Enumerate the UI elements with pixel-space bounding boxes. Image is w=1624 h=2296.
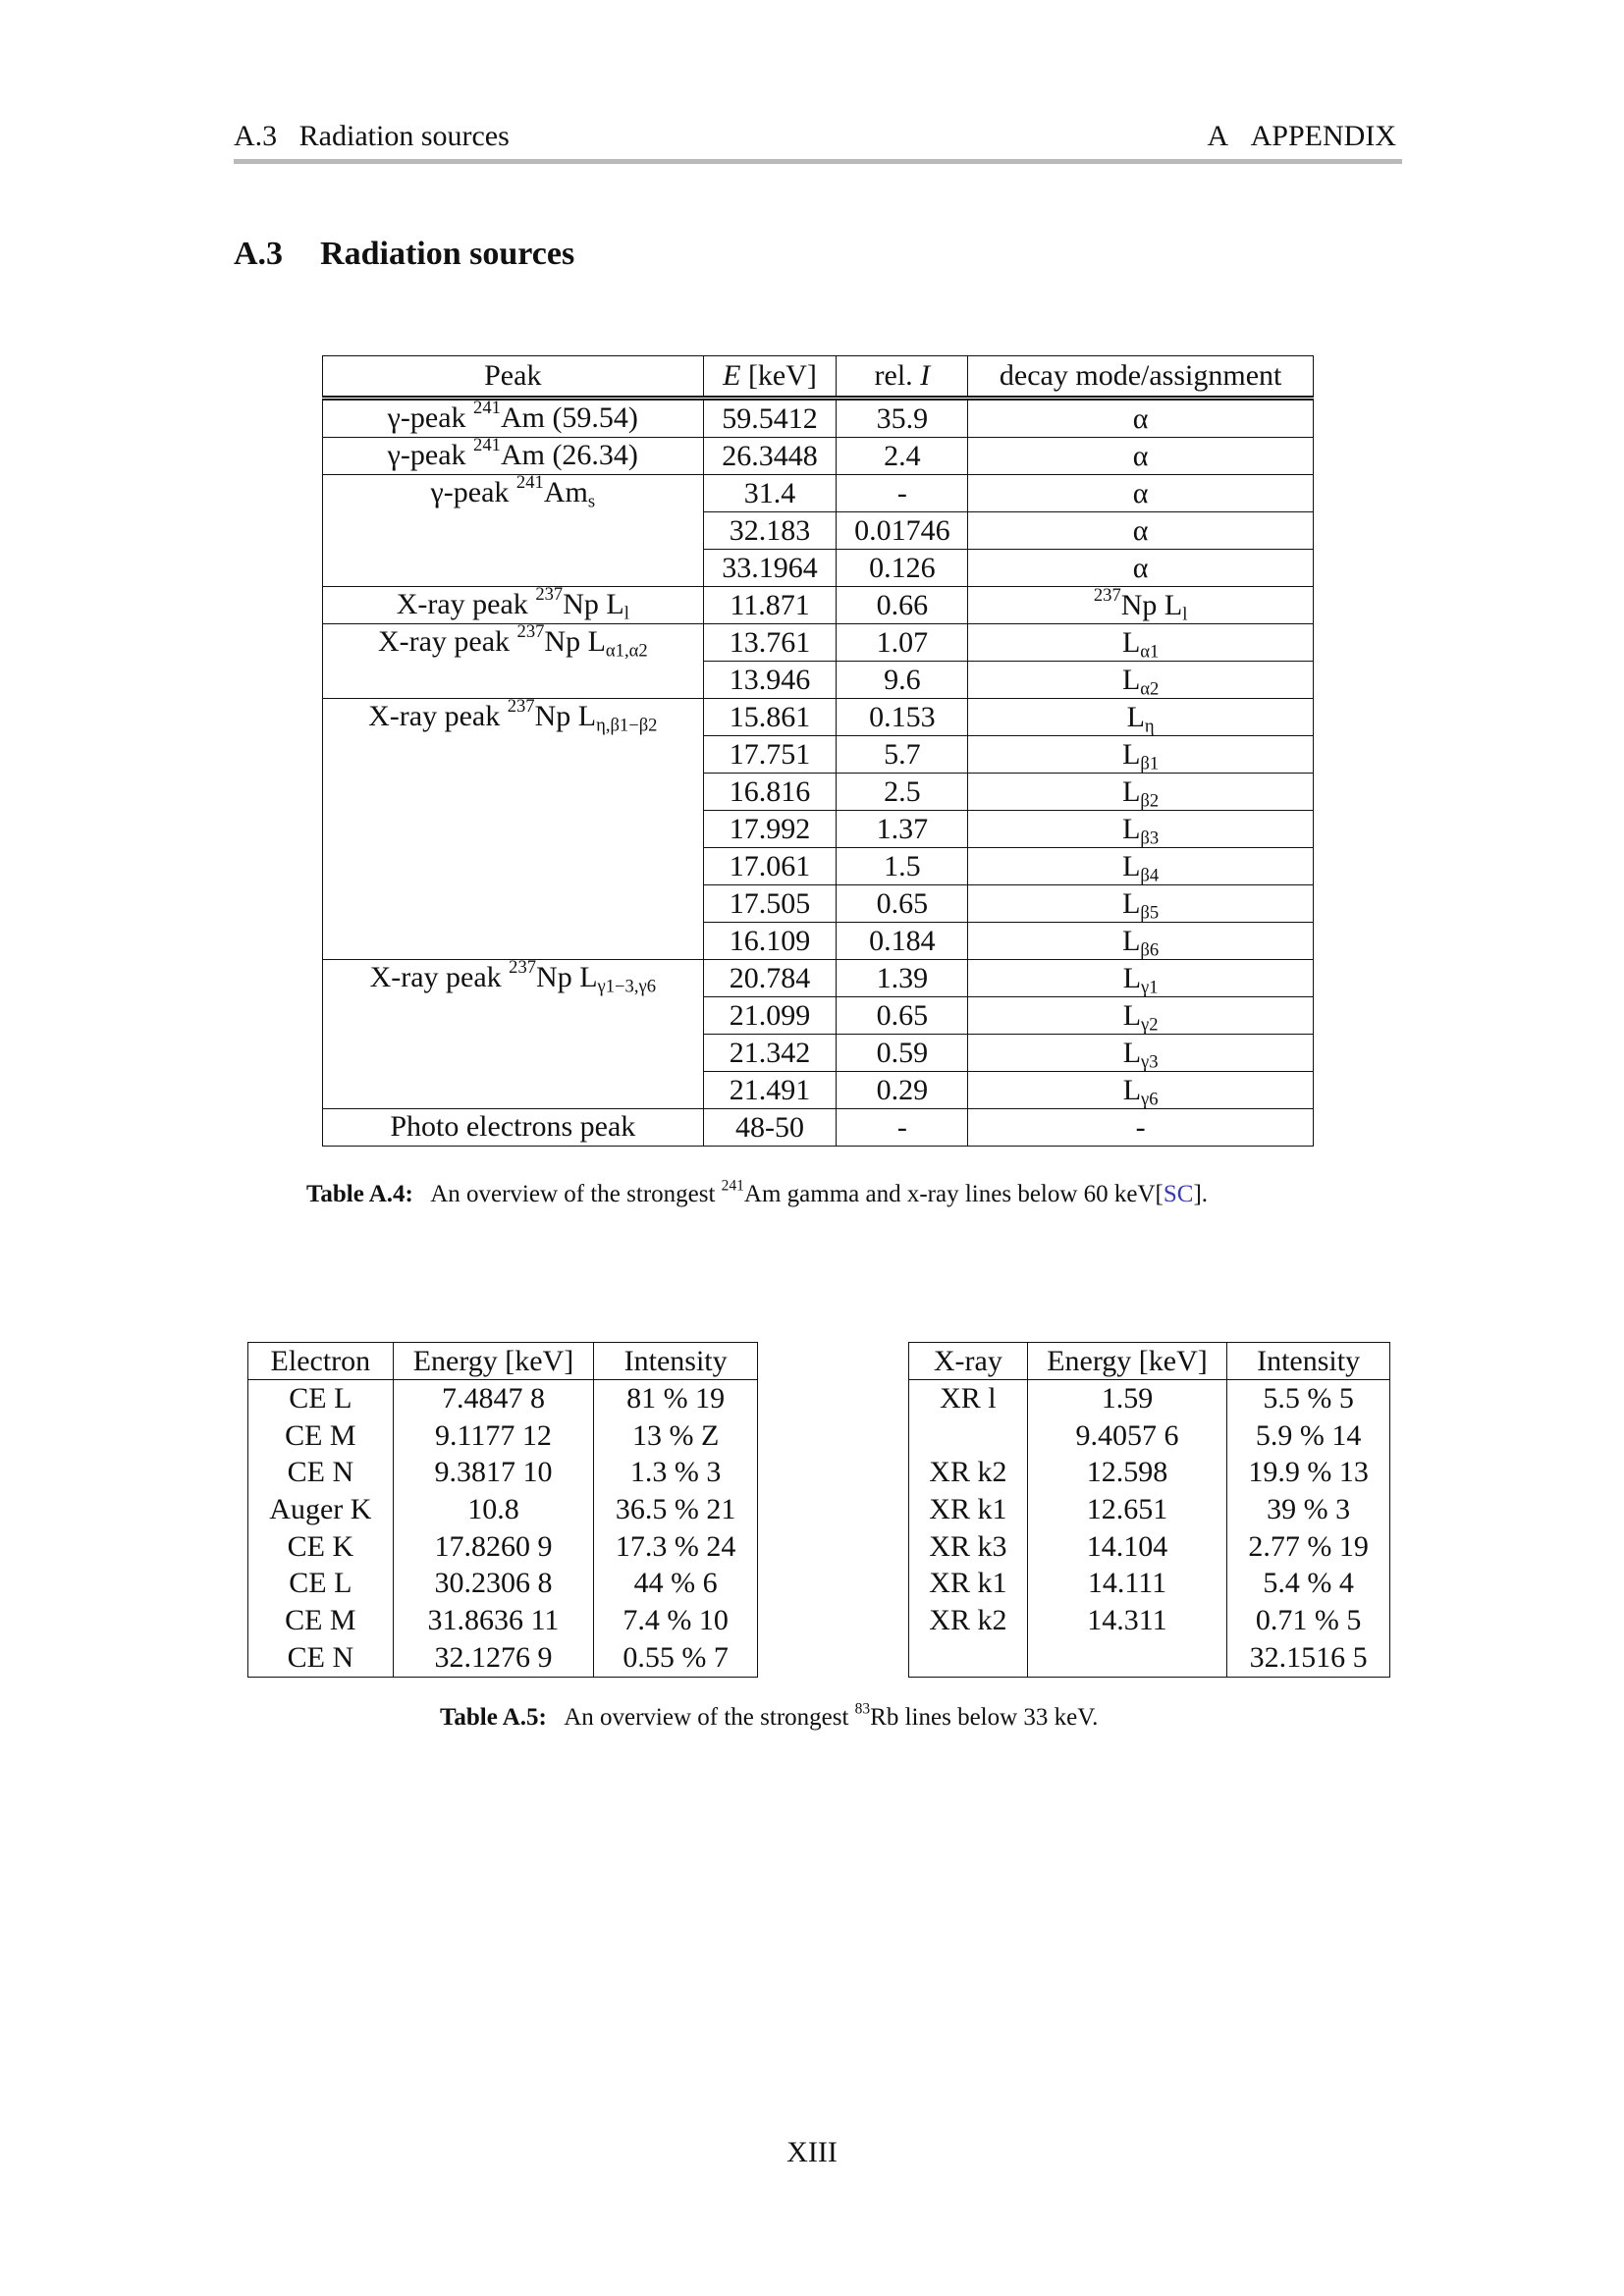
caption-a5-isotope-mass: 83 [854, 1700, 871, 1718]
intensity-cell: - [837, 1109, 968, 1147]
intensity-cell: - [837, 475, 968, 512]
table-a4 [322, 355, 1314, 1147]
assignment-subscript: β5 [1140, 902, 1160, 924]
table-row [323, 399, 1314, 438]
energy-cell: 17.061 [703, 848, 837, 885]
element-symbol: Np L [544, 625, 606, 658]
table-row [248, 1528, 758, 1566]
intensity-cell: 44 % 6 [633, 1567, 718, 1600]
xray-type-cell: XR k1 [909, 1565, 1028, 1602]
assignment-cell [968, 399, 1314, 438]
energy-cell: 20.784 [703, 960, 837, 997]
peak-label: X-ray peak [369, 961, 510, 993]
energy-cell: 13.761 [703, 624, 837, 662]
peak-cell [323, 957, 704, 1109]
assignment-subscript: β1 [1140, 753, 1160, 774]
table-row [323, 438, 1314, 475]
assignment-isotope-mass: 237 [1093, 584, 1121, 606]
isotope-mass-number: 241 [473, 398, 501, 419]
running-header-chapter-title: APPENDIX [1250, 120, 1396, 152]
intensity-cell: 1.3 % 3 [629, 1456, 722, 1489]
assignment-label: α [1132, 401, 1149, 435]
assignment-cell [968, 848, 1314, 885]
energy-cell: 33.1964 [703, 550, 837, 587]
assignment-subscript: α1 [1140, 641, 1160, 663]
table-row [323, 475, 1314, 512]
peak-label: X-ray peak [396, 588, 536, 620]
energy-cell: 32.183 [703, 512, 837, 550]
header-intensity: Intensity [1227, 1343, 1390, 1380]
header-rel-label: rel. [874, 359, 913, 392]
element-symbol: Am (59.54) [500, 401, 638, 434]
electron-type-cell: CE M [248, 1602, 394, 1639]
peak-cell [323, 1109, 704, 1147]
header-energy-variable: E [723, 359, 741, 392]
header-peak: Peak [323, 356, 704, 399]
caption-a4-label: Table A.4: [306, 1181, 413, 1207]
electron-type-cell: Auger K [248, 1491, 394, 1528]
header-intensity: Intensity [594, 1343, 758, 1380]
xray-type-cell: XR k2 [909, 1454, 1028, 1491]
table-row [248, 1380, 758, 1417]
assignment-label: L [1122, 998, 1142, 1032]
energy-cell: 14.111 [1027, 1565, 1226, 1602]
isotope-mass-number: 237 [535, 584, 564, 606]
table-a5-xrays [908, 1342, 1390, 1678]
energy-cell: 13.946 [703, 662, 837, 699]
energy-cell: 21.491 [703, 1072, 837, 1109]
energy-cell: 26.3448 [703, 438, 837, 475]
line-subscript: γ1−3,γ6 [597, 976, 657, 997]
table-row [909, 1491, 1390, 1528]
assignment-cell [968, 624, 1314, 662]
intensity-cell: 36.5 % 21 [615, 1492, 736, 1525]
assignment-label: - [1135, 1110, 1146, 1144]
electron-type-cell: CE K [248, 1528, 394, 1566]
running-header-left [234, 120, 510, 153]
assignment-cell [968, 1109, 1314, 1147]
table-row [909, 1639, 1390, 1677]
intensity-cell: 1.5 [837, 848, 968, 885]
page-number: XIII [786, 2136, 838, 2168]
intensity-cell: 0.66 [837, 587, 968, 624]
intensity-cell: 5.5 % 5 [1263, 1381, 1354, 1415]
table-row [323, 1109, 1314, 1147]
line-subscript: α1,α2 [605, 640, 648, 662]
energy-cell: 12.598 [1027, 1454, 1226, 1491]
table-row [248, 1454, 758, 1491]
xray-type-cell: XR k3 [909, 1528, 1028, 1566]
intensity-cell: 19.9 % 13 [1248, 1456, 1369, 1489]
energy-cell: 14.104 [1027, 1528, 1226, 1566]
table-row [248, 1417, 758, 1455]
intensity-cell: 0.59 [837, 1035, 968, 1072]
assignment-cell [968, 584, 1314, 625]
electron-type-cell: CE M [248, 1417, 394, 1455]
assignment-cell [968, 662, 1314, 699]
caption-a4-end: ]. [1193, 1181, 1209, 1207]
intensity-cell: 1.37 [837, 811, 968, 848]
table-row [909, 1565, 1390, 1602]
line-subscript: l [623, 603, 629, 624]
peak-cell [323, 399, 704, 438]
caption-a4-text-rest: gamma and x-ray lines below 60 keV[ [781, 1181, 1164, 1207]
peak-cell [323, 621, 704, 699]
assignment-cell [968, 885, 1314, 923]
assignment-label: L [1122, 849, 1141, 882]
peak-label: Photo electrons peak [390, 1110, 636, 1143]
peak-cell [323, 696, 704, 960]
energy-cell: 14.311 [1027, 1602, 1226, 1639]
caption-a4-isotope-mass: 241 [721, 1177, 744, 1195]
assignment-subscript: β4 [1140, 865, 1160, 886]
header-electron: Electron [248, 1343, 394, 1380]
peak-label: γ-peak [430, 476, 516, 508]
energy-cell: 21.342 [703, 1035, 837, 1072]
intensity-cell: 1.07 [837, 624, 968, 662]
element-symbol: Am [543, 476, 588, 508]
caption-a5-element: Rb [870, 1704, 899, 1731]
energy-cell: 1.59 [1027, 1380, 1226, 1417]
peak-cell [323, 584, 704, 624]
assignment-label: α [1132, 513, 1149, 547]
table-row [909, 1602, 1390, 1639]
intensity-cell: 0.71 % 5 [1255, 1603, 1362, 1636]
table-row [323, 587, 1314, 624]
assignment-subscript: γ2 [1141, 1014, 1159, 1036]
header-relative-intensity [837, 356, 968, 399]
intensity-cell: 0.29 [837, 1072, 968, 1109]
table-a4-header-row [323, 356, 1314, 399]
xray-type-cell: XR k1 [909, 1491, 1028, 1528]
peak-label: γ-peak [387, 439, 474, 471]
table-a5-electrons-body [248, 1380, 758, 1678]
running-header-chapter-letter: A [1207, 120, 1229, 152]
table-a5-xrays-body [909, 1380, 1390, 1678]
energy-cell: 17.505 [703, 885, 837, 923]
isotope-mass-number: 241 [515, 472, 544, 494]
intensity-cell: 5.9 % 14 [1255, 1418, 1362, 1452]
energy-cell: 17.8260 9 [393, 1528, 594, 1566]
peak-label: X-ray peak [377, 625, 517, 658]
intensity-cell: 9.6 [837, 662, 968, 699]
energy-cell: 16.816 [703, 774, 837, 811]
assignment-cell [968, 960, 1314, 997]
assignment-cell [968, 1072, 1314, 1109]
energy-cell: 32.1276 9 [393, 1639, 594, 1677]
isotope-mass-number: 237 [507, 696, 535, 718]
citation-link-sc[interactable]: SC [1163, 1181, 1194, 1207]
table-row [248, 1639, 758, 1677]
assignment-cell [968, 997, 1314, 1035]
xray-type-cell [909, 1417, 1028, 1455]
header-energy [703, 356, 837, 399]
energy-cell: 16.109 [703, 923, 837, 960]
line-subscript: η,β1−β2 [596, 715, 658, 736]
assignment-label: L [1122, 1036, 1142, 1069]
assignment-subscript: β6 [1140, 939, 1160, 961]
caption-a4-element: Am [743, 1181, 782, 1207]
table-row [248, 1565, 758, 1602]
assignment-cell [968, 475, 1314, 512]
intensity-cell: 0.184 [837, 923, 968, 960]
assignment-cell [968, 512, 1314, 550]
intensity-cell: 0.126 [837, 550, 968, 587]
assignment-subscript: γ3 [1141, 1051, 1159, 1073]
assignment-subscript: γ6 [1141, 1089, 1159, 1110]
table-a5-xrays-header-row [909, 1343, 1390, 1380]
running-header-section-title: Radiation sources [298, 120, 510, 152]
electron-type-cell: CE N [248, 1639, 394, 1677]
assignment-cell [968, 438, 1314, 475]
intensity-cell: 0.65 [837, 997, 968, 1035]
energy-cell: 17.751 [703, 736, 837, 774]
energy-cell: 7.4847 8 [393, 1380, 594, 1417]
energy-cell: 21.099 [703, 997, 837, 1035]
header-energy-unit: [keV] [747, 359, 817, 392]
table-row [909, 1380, 1390, 1417]
assignment-subscript: α2 [1140, 678, 1160, 700]
section-heading [234, 236, 574, 273]
element-symbol: Am (26.34) [500, 439, 638, 471]
intensity-cell: 32.1516 5 [1249, 1640, 1368, 1674]
intensity-cell: 1.39 [837, 960, 968, 997]
assignment-label: L [1122, 886, 1141, 920]
table-row [323, 624, 1314, 662]
peak-label: γ-peak [387, 401, 474, 434]
intensity-cell: 2.5 [837, 774, 968, 811]
electron-type-cell: CE L [248, 1380, 394, 1417]
caption-a4-text: An overview of the strongest [430, 1181, 722, 1207]
energy-cell: 9.4057 6 [1027, 1417, 1226, 1455]
intensity-cell: 35.9 [837, 399, 968, 438]
table-a5-electrons-header-row [248, 1343, 758, 1380]
peak-label: X-ray peak [368, 700, 508, 732]
assignment-label: L [1122, 774, 1141, 808]
assignment-cell [968, 736, 1314, 774]
assignment-label: L [1121, 625, 1141, 659]
energy-cell: 48-50 [703, 1109, 837, 1147]
table-row [248, 1602, 758, 1639]
table-row [323, 699, 1314, 736]
intensity-cell: 39 % 3 [1267, 1492, 1351, 1525]
assignment-subscript: γ1 [1141, 977, 1159, 998]
assignment-label: α [1132, 551, 1149, 584]
assignment-label: Np L [1120, 588, 1183, 621]
table-row [909, 1528, 1390, 1566]
assignment-label: L [1122, 737, 1141, 771]
assignment-cell [968, 1035, 1314, 1072]
table-row [248, 1491, 758, 1528]
intensity-cell: 0.01746 [837, 512, 968, 550]
energy-cell: 9.3817 10 [393, 1454, 594, 1491]
intensity-cell: 81 % 19 [626, 1381, 726, 1415]
energy-cell: 12.651 [1027, 1491, 1226, 1528]
intensity-cell: 0.65 [837, 885, 968, 923]
header-energy-kev: Energy [keV] [393, 1343, 594, 1380]
element-symbol: Np L [534, 700, 597, 732]
electron-type-cell: CE L [248, 1565, 394, 1602]
assignment-label: α [1132, 439, 1149, 472]
line-subscript: s [587, 491, 596, 512]
assignment-cell [968, 550, 1314, 587]
caption-a5-label: Table A.5: [440, 1704, 547, 1731]
energy-cell: 17.992 [703, 811, 837, 848]
assignment-subscript: η [1144, 716, 1155, 737]
intensity-cell: 5.4 % 4 [1263, 1567, 1354, 1600]
intensity-cell: 2.77 % 19 [1248, 1529, 1369, 1563]
energy-cell: 9.1177 12 [393, 1417, 594, 1455]
assignment-label: L [1121, 663, 1141, 696]
table-a4-body [323, 399, 1314, 1147]
energy-cell: 31.8636 11 [393, 1602, 594, 1639]
header-xray: X-ray [909, 1343, 1028, 1380]
intensity-cell: 2.4 [837, 438, 968, 475]
element-symbol: Np L [563, 588, 624, 620]
assignment-cell [968, 923, 1314, 960]
caption-a5-text-rest: lines below 33 keV. [898, 1704, 1099, 1731]
element-symbol: Np L [536, 961, 598, 993]
peak-cell [323, 435, 704, 475]
running-header-right [1207, 120, 1396, 153]
energy-cell: 59.5412 [703, 399, 837, 438]
energy-cell [1027, 1639, 1226, 1677]
assignment-cell [968, 774, 1314, 811]
section-number: A.3 [234, 236, 284, 272]
table-row [909, 1417, 1390, 1455]
running-header-section-number: A.3 [234, 120, 278, 152]
table-a5-electrons [247, 1342, 758, 1678]
header-energy-kev: Energy [keV] [1027, 1343, 1226, 1380]
energy-cell: 15.861 [703, 699, 837, 736]
assignment-label: L [1122, 961, 1142, 994]
energy-cell: 30.2306 8 [393, 1565, 594, 1602]
intensity-cell: 13 % Z [631, 1418, 720, 1452]
assignment-label: L [1122, 924, 1141, 957]
xray-type-cell: XR k2 [909, 1602, 1028, 1639]
isotope-mass-number: 237 [509, 957, 537, 979]
assignment-cell [968, 699, 1314, 736]
intensity-cell: 7.4 % 10 [623, 1603, 729, 1636]
energy-cell: 11.871 [703, 587, 837, 624]
electron-type-cell: CE N [248, 1454, 394, 1491]
assignment-label: L [1122, 812, 1141, 845]
table-a4-caption [306, 1177, 1209, 1208]
peak-cell [323, 472, 704, 587]
intensity-cell: 0.55 % 7 [623, 1640, 729, 1674]
table-row [909, 1454, 1390, 1491]
intensity-cell: 17.3 % 24 [615, 1529, 736, 1563]
energy-cell: 10.8 [393, 1491, 594, 1528]
assignment-subscript: β3 [1140, 828, 1160, 849]
section-title: Radiation sources [320, 236, 575, 272]
assignment-subscript: l [1182, 604, 1188, 625]
xray-type-cell: XR l [909, 1380, 1028, 1417]
table-a5-caption [440, 1700, 1099, 1732]
assignment-subscript: β2 [1140, 790, 1160, 812]
energy-cell: 31.4 [703, 475, 837, 512]
assignment-cell [968, 811, 1314, 848]
header-rel-variable: I [920, 359, 931, 392]
caption-a5-text: An overview of the strongest [564, 1704, 855, 1731]
header-rule [234, 159, 1402, 164]
intensity-cell: 5.7 [837, 736, 968, 774]
assignment-label: L [1122, 1073, 1142, 1106]
table-row [323, 960, 1314, 997]
assignment-label: L [1126, 700, 1145, 733]
isotope-mass-number: 237 [516, 621, 545, 643]
isotope-mass-number: 241 [473, 435, 501, 456]
assignment-label: α [1132, 476, 1149, 509]
xray-type-cell [909, 1639, 1028, 1677]
header-decay-mode: decay mode/assignment [968, 356, 1314, 399]
intensity-cell: 0.153 [837, 699, 968, 736]
